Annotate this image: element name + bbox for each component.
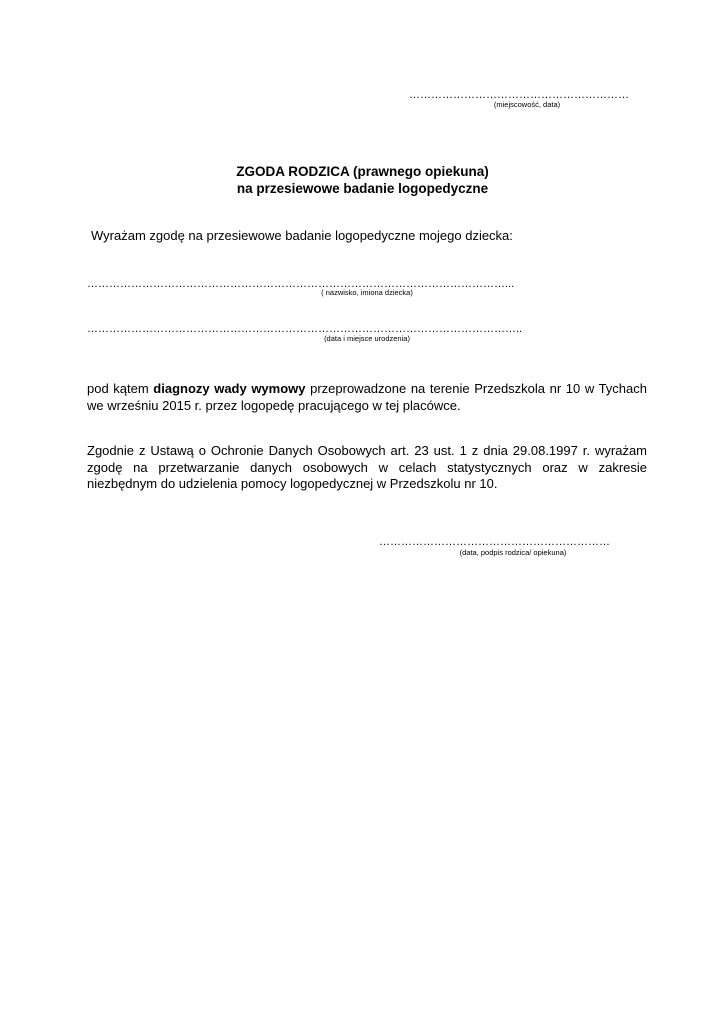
birth-line: ……………………………………………………………………………………………………….. — [87, 323, 523, 335]
signature-line: ……………………………………………………… — [379, 536, 610, 548]
diagnosis-text-after: przeprowadzone na terenie Przedszkola nr 10 w Tychach we wrześniu 2015 r. przez logopedę pracującego w tej placówce. — [87, 381, 647, 413]
birth-caption: (data i miejsce urodzenia) — [324, 334, 410, 343]
signature-caption: (data, podpis rodzica/ opiekuna) — [459, 548, 567, 557]
place-date-line: …………………………………………………… — [409, 89, 629, 101]
document-subtitle: na przesiewowe badanie logopedyczne — [236, 181, 489, 196]
data-protection-paragraph: Zgodnie z Ustawą o Ochronie Danych Osobowych art. 23 ust. 1 z dnia 29.08.1997 r. wyrażam zgodę na przetwarzanie danych osobowych w celach statystycznych oraz w zakresie niezbędnym do udzielenia pomocy logopedycznej w Przedszkolu nr 10. — [87, 443, 647, 491]
document-title: ZGODA RODZICA (prawnego opiekuna) — [236, 164, 489, 179]
diagnosis-bold-text: diagnozy wady wymowy — [153, 381, 306, 396]
place-date-caption: (miejscowość, data) — [493, 100, 561, 109]
consent-intro: Wyrażam zgodę na przesiewowe badanie logopedyczne mojego dziecka: — [91, 228, 513, 243]
diagnosis-paragraph — [87, 381, 647, 414]
child-name-caption: ( nazwisko, imiona dziecka) — [321, 288, 413, 297]
diagnosis-text-before: pod kątem — [87, 381, 154, 396]
child-name-line: ……………………………………………………………………………………………………... — [87, 278, 515, 290]
